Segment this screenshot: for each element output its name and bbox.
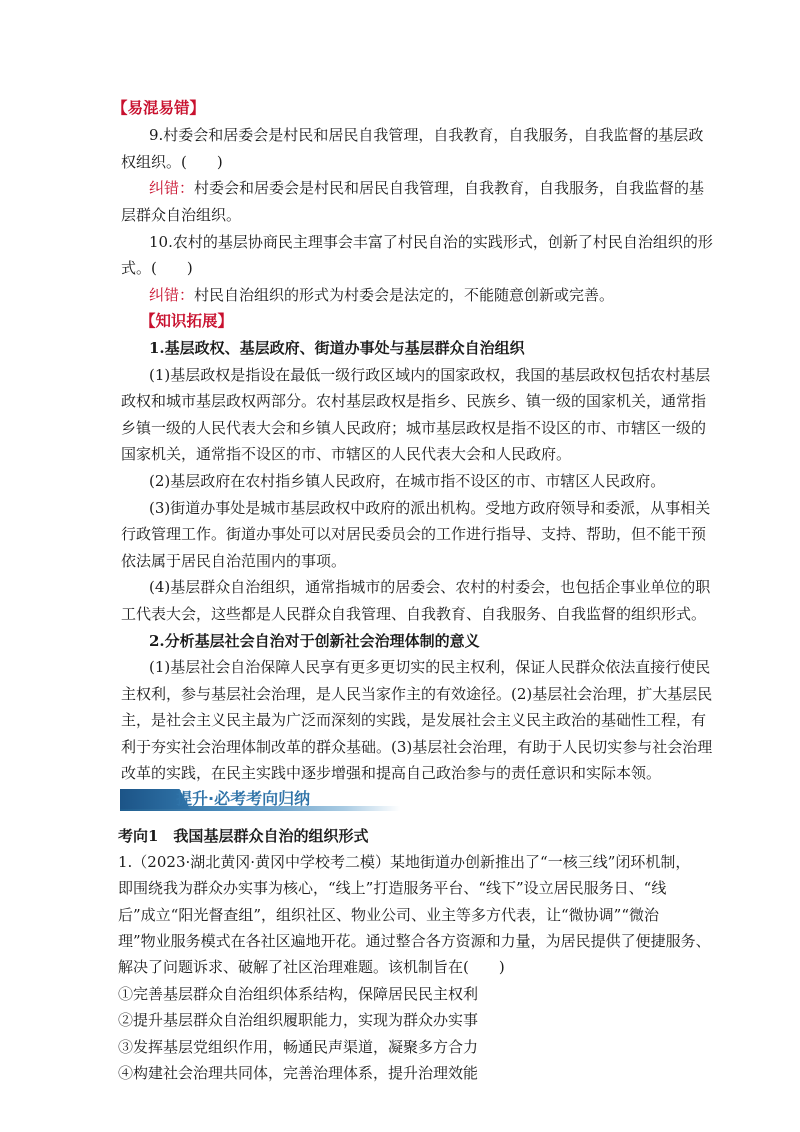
q10-line-2: 式。( ) [121,259,193,277]
topic2-p1-line-2: 主权利，参与基层社会治理，是人民当家作主的有效途径。(2)基层社会治理，扩大基层民 [121,685,713,703]
topic1-p3-line-2: 行政管理工作。街道办事处可以对居民委员会的工作进行指导、支持、帮助，但不能干预 [121,525,707,543]
correction-label: 纠错： [149,286,195,304]
topic1-p3-line-1: (3)街道办事处是城市基层政权中政府的派出机构。受地方政府领导和委派，从事相关 [149,499,711,517]
q10-line-1: 10.农村的基层协商民主理事会丰富了村民自治的实践形式，创新了村民自治组织的形 [149,233,713,251]
knowledge-heading: 【知识拓展】 [140,311,234,330]
q10-correction-line-1: 村民自治组织的形式为村委会是法定的，不能随意创新或完善。 [194,286,615,304]
topic1-p1-line-4: 国家机关，通常指不设区的市、市辖区的人民代表大会和人民政府。 [121,445,572,463]
q9-correction-line-2: 层群众自治组织。 [121,206,242,224]
question-line-4: 理”物业服务模式在各社区遍地开花。通过整合各方资源和力量，为居民提供了便捷服务、 [118,932,711,950]
correction-label: 纠错： [149,179,195,197]
topic1-p4-line-1: (4)基层群众自治组织，通常指城市的居委会、农村的村委会，也包括企事业单位的职 [149,578,711,596]
section-banner-title: 提升·必考考向归纳 [176,789,311,808]
topic1-p4-line-2: 工代表大会，这些都是人民群众自我管理、自我教育、自我服务、自我监督的组织形式。 [121,605,707,623]
option-4: ④构建社会治理共同体，完善治理体系，提升治理效能 [118,1064,479,1082]
easy-mistake-heading: 【易混易错】 [112,98,206,117]
topic1-title: 1.基层政权、基层政府、街道办事处与基层群众自治组织 [149,339,525,357]
question-line-3: 后”成立“阳光督查组”，组织社区、物业公司、业主等多方代表，让“微协调”“微治 [118,906,660,924]
topic1-p1-line-3: 乡镇一级的人民代表大会和乡镇人民政府；城市基层政权是指不设区的市、市辖区一级的 [121,419,707,437]
topic2-p1-line-3: 主，是社会主义民主最为广泛而深刻的实践，是发展社会主义民主政治的基础性工程，有 [121,711,707,729]
option-2: ②提升基层群众自治组织履职能力，实现为群众办实事 [118,1011,479,1029]
q9-correction [149,178,704,198]
question-line-5: 解决了问题诉求、破解了社区治理难题。该机制旨在( ) [118,958,505,976]
topic1-p2-line-1: (2)基层政府在农村指乡镇人民政府，在城市指不设区的市、市辖区人民政府。 [149,472,666,490]
q10-correction [149,285,614,305]
topic2-p1-line-5: 改革的实践，在民主实践中逐步增强和提高自己政治参与的责任意识和实际本领。 [121,764,662,782]
q9-line-1: 9.村委会和居委会是村民和居民自我管理，自我教育，自我服务，自我监督的基层政 [149,126,704,144]
topic2-p1-line-4: 利于夯实社会治理体制改革的群众基础。(3)基层社会治理，有助于人民切实参与社会治理 [121,738,713,756]
topic2-p1-line-1: (1)基层社会自治保障人民享有更多更切实的民主权利，保证人民群众依法直接行使民 [149,658,711,676]
option-1: ①完善基层群众自治组织体系结构，保障居民民主权利 [118,985,479,1003]
option-3: ③发挥基层党组织作用，畅通民声渠道，凝聚多方合力 [118,1038,479,1056]
question-line-1: 1.（2023·湖北黄冈·黄冈中学校考二模）某地街道办创新推出了“一核三线”闭环机制， [118,853,691,871]
q9-correction-line-1: 村委会和居委会是村民和居民自我管理，自我教育，自我服务，自我监督的基 [194,179,705,197]
direction1-title: 考向1 我国基层群众自治的组织形式 [118,827,369,845]
topic2-title: 2.分析基层社会自治对于创新社会治理体制的意义 [149,632,480,650]
topic1-p1-line-2: 政权和城市基层政权两部分。农村基层政权是指乡、民族乡、镇一级的国家机关，通常指 [121,392,707,410]
topic1-p3-line-3: 依法属于居民自治范围内的事项。 [121,552,347,570]
section-banner [120,789,400,813]
question-line-2: 即围绕我为群众办实事为核心，“线上”打造服务平台、“线下”设立居民服务日、“线 [118,879,667,897]
q9-line-2: 权组织。( ) [121,153,223,171]
topic1-p1-line-1: (1)基层政权是指设在最低一级行政区域内的国家政权，我国的基层政权包括农村基层 [149,366,711,384]
